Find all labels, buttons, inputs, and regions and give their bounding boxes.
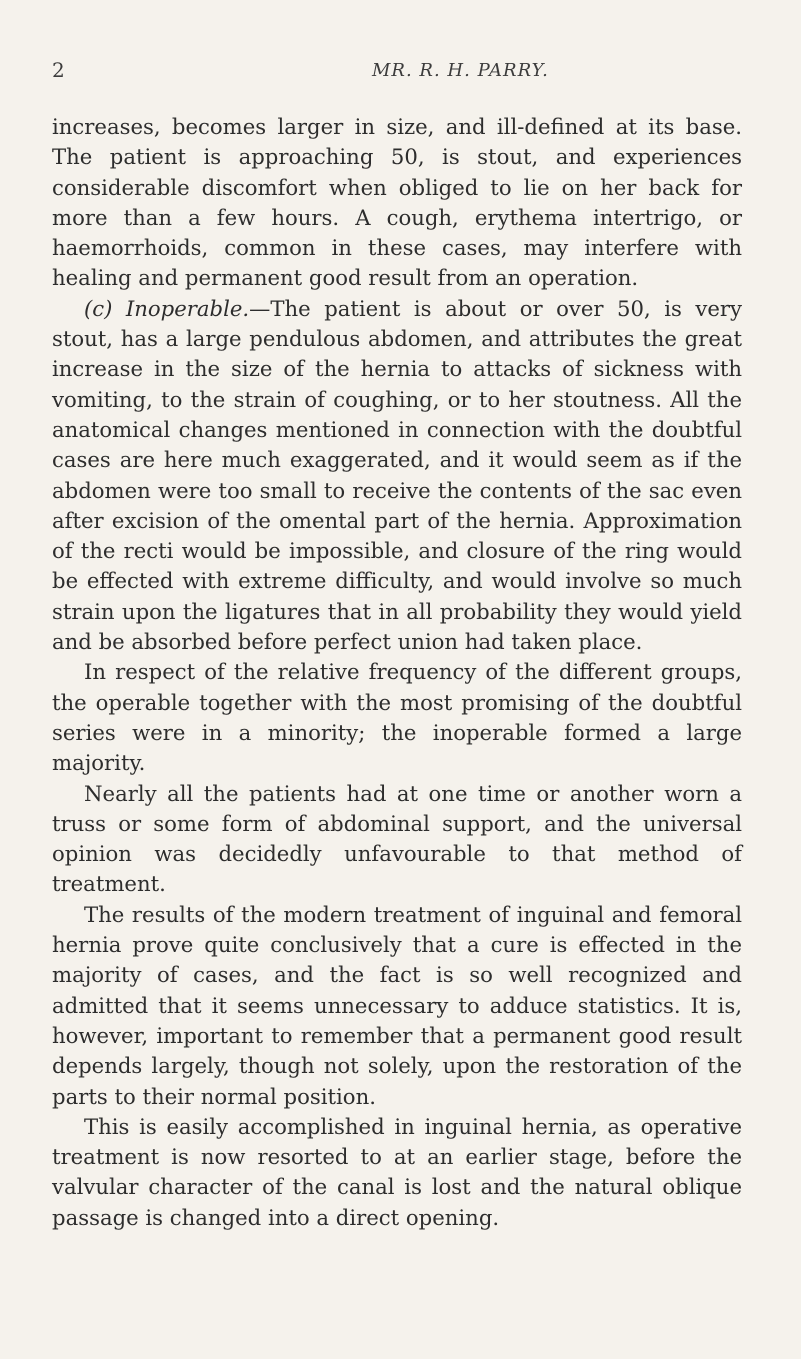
paragraph-2 (52, 294, 742, 658)
paragraph-5: The results of the modern treatment of inguinal and femoral hernia prove quite conclusively that a cure is effected in the majority of cases, and the fact is so well recognized and admitted that it seems unnecessary to adduce statistics. It is, however, important to remember that a permanent good result depends largely, though not solely, upon the restoration of the parts to their normal position. (52, 901, 742, 1109)
paragraph-2-text: —The patient is about or over 50, is very stout, has a large pendulous abdomen, and attributes the great increase in the size of the hernia to attacks of sickness with vomiting, to the strain of coughing, or to her stoutness. All the anatomical changes mentioned in connection with the doubtful cases are here much exaggerated, and it would seem as if the abdomen were too small to receive the contents of the sac even after excision of the omental part of the hernia. Approximation of the recti would be impossible, and closure of the ring would be effected with extreme difficulty, and would involve so much strain upon the ligatures that in all probability they would yield and be absorbed before perfect union had taken place. (52, 295, 742, 655)
inoperable-heading: (c) Inoperable. (84, 295, 250, 321)
running-head: MR. R. H. PARRY. (372, 60, 549, 81)
page-number: 2 (52, 58, 65, 82)
paragraph-6: This is easily accomplished in inguinal hernia, as operative treatment is now resorted to at an earlier stage, before the valvular character of the canal is lost and the natural oblique passage is changed into a direct opening. (52, 1113, 742, 1230)
paragraph-4: Nearly all the patients had at one time or another worn a truss or some form of abdominal support, and the universal opinion was decidedly unfavourable to that method of treatment. (52, 780, 742, 897)
body-text (52, 112, 742, 1233)
paragraph-1: increases, becomes larger in size, and ill-defined at its base. The patient is approaching 50, is stout, and experiences considerable discomfort when obliged to lie on her back for more than a few hours. A cough, erythema intertrigo, or haemorrhoids, common in these cases, may interfere with healing and permanent good result from an operation. (52, 114, 742, 291)
paragraph-3: In respect of the relative frequency of the different groups, the operable together with the most promising of the doubtful series were in a minority; the inoperable formed a large majority. (52, 659, 742, 776)
page-header (52, 58, 752, 88)
